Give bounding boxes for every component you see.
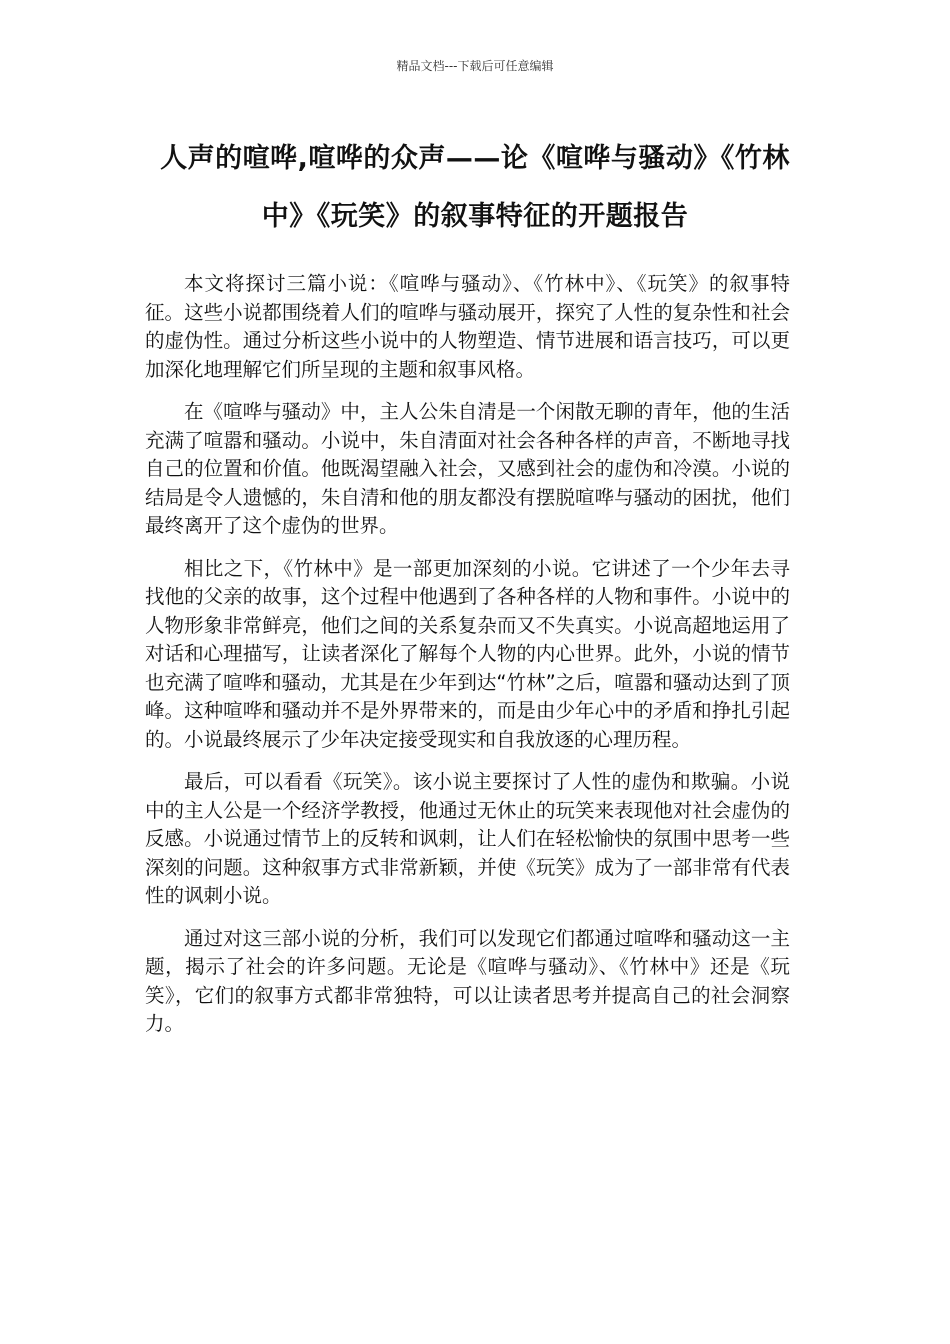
- page-header-note: 精品文档---下载后可任意编辑: [396, 59, 554, 73]
- document-body: [145, 270, 790, 1053]
- paragraph-intro: 本文将探讨三篇小说：《喧哗与骚动》、《竹林中》、《玩笑》的叙事特征。这些小说都围绕着人们的喧哗与骚动展开，探究了人性的复杂性和社会的虚伪性。通过分析这些小说中的人物塑造、情节进展和语言技巧，可以更加深化地理解它们所呈现的主题和叙事风格。: [145, 272, 790, 381]
- paragraph-sound-and-fury: 在《喧哗与骚动》中，主人公朱自清是一个闲散无聊的青年，他的生活充满了喧嚣和骚动。小说中，朱自清面对社会各种各样的声音，不断地寻找自己的位置和价值。他既渴望融入社会，又感到社会的虚伪和冷漠。小说的结局是令人遗憾的，朱自清和他的朋友都没有摆脱喧哗与骚动的困扰，他们最终离开了这个虚伪的世界。: [145, 400, 790, 537]
- paragraph-in-a-grove: 相比之下，《竹林中》是一部更加深刻的小说。它讲述了一个少年去寻找他的父亲的故事，这个过程中他遇到了各种各样的人物和事件。小说中的人物形象非常鲜亮，他们之间的关系复杂而又不失真实。小说高超地运用了对话和心理描写，让读者深化了解每个人物的内心世界。此外，小说的情节也充满了喧哗和骚动，尤其是在少年到达“竹林”之后，喧嚣和骚动达到了顶峰。这种喧哗和骚动并不是外界带来的，而是由少年心中的矛盾和挣扎引起的。小说最终展示了少年决定接受现实和自我放逐的心理历程。: [145, 556, 790, 751]
- paragraph-conclusion: 通过对这三部小说的分析，我们可以发现它们都通过喧哗和骚动这一主题，揭示了社会的许多问题。无论是《喧哗与骚动》、《竹林中》还是《玩笑》，它们的叙事方式都非常独特，可以让读者思考并提高自己的社会洞察力。: [145, 926, 790, 1035]
- document-title: 人声的喧哗,喧哗的众声——论《喧哗与骚动》《竹林中》《玩笑》的叙事特征的开题报告: [160, 143, 790, 232]
- paragraph-the-joke: 最后，可以看看《玩笑》。该小说主要探讨了人性的虚伪和欺骗。小说中的主人公是一个经济学教授，他通过无休止的玩笑来表现他对社会虚伪的反感。小说通过情节上的反转和讽刺，让人们在轻松愉快的氛围中思考一些深刻的问题。这种叙事方式非常新颖，并使《玩笑》成为了一部非常有代表性的讽刺小说。: [145, 770, 790, 907]
